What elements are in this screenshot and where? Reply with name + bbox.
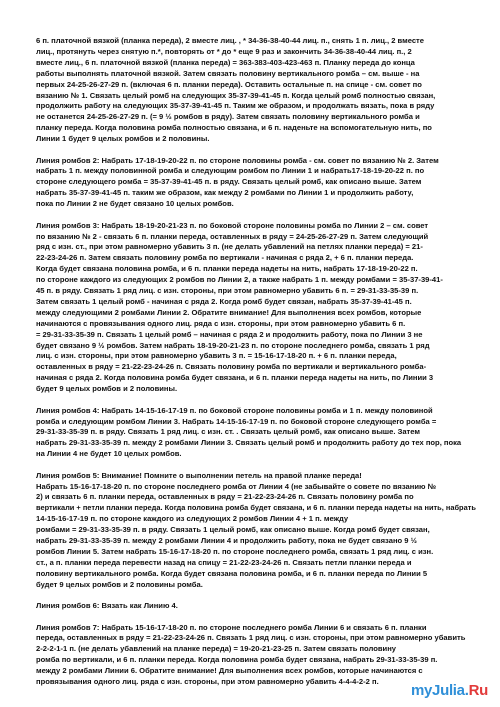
text-line: ромба и следующим ромбом Линии 3. Набрать 14-15-16-17-19 п. по боковой стороне следующего ромба = <box>36 416 437 426</box>
text-line: 22-23-24-26 п. Затем связать половину ромба по вертикали - начиная с ряда 2, + 6 п. планки переда. <box>36 253 414 263</box>
text-line: половину вертикального ромба. Когда будет связана половина ромба, и 6 п. планки переда по Линии 5 <box>36 568 428 578</box>
text-line: провязывания одного лиц. ряда с изн. стороны, при этом равномерно убавить 4-4-4-2-2 п. <box>36 677 379 687</box>
text-line: между 2 ромбами Линии 6. Обратите внимание! Для выполнения всех ромбов, которые начинаются с <box>36 666 423 676</box>
text-line: по вязанию № 2 - связать 6 п. планки переда, оставленных в ряду = 24-25-26-27-29 п. Затем следующий <box>36 231 429 241</box>
text-line: переда, оставленных в ряду = 21-22-23-24-26 п. Связать 1 ряд лиц. с изн. стороны, при этом равномерно убавить <box>36 633 466 643</box>
text-line: работы выполнять платочной вязкой. Затем связать половину вертикального ромба – см. выше - на <box>36 68 420 78</box>
text-line: начинаются с провязывания одного лиц. ряда с изн. стороны, при этом равномерно убавить 6 п. <box>36 318 406 328</box>
text-line: будет 9 целых ромбов и 2 половины. <box>36 384 178 394</box>
text-line: ромбов Линии 5. Затем набрать 15-16-17-18-20 п. по стороне последнего ромба, связать 1 ряд лиц. с изн. <box>36 546 434 556</box>
text-line: будет 9 целых ромбов и 2 половины ромба. <box>36 579 203 589</box>
text-line: будет связано 9 ½ ромбов. Затем набрать 18-19-20-21-23 п. по стороне последнего ромба, связать 1 ряд <box>36 340 430 350</box>
text-line: лиц. с изн. стороны, при этом равномерно убавить 3 п. = 15-16-17-18-20 п. + 6 п. планки переда, <box>36 351 397 361</box>
watermark-name: myJulia. <box>410 682 469 699</box>
text-line: ромба по вертикали, и 6 п. планки переда. Когда половина ромба будет связана, набрать 29-31-33-35-39 п. <box>36 655 438 665</box>
text-line: первых 24-25-26-27-29 п. (включая 6 п. планки переда). Оставить остальные п. на спице - см. совет по <box>36 79 422 89</box>
text-line: продолжить работу на следующих 35-37-39-41-45 п. Таким же образом, и продолжать вязать, пока в ряду <box>36 101 435 111</box>
text-line: ромбами = 29-31-33-35-39 п. в ряду. Связать 1 целый ромб, как описано выше. Когда ромб будет связан, <box>36 525 430 535</box>
text-line: Линии 1 будет 9 целых ромбов и 2 половины. <box>36 134 210 144</box>
text-line: не останется 24-25-26-27-29 п. (= 9 ½ ромбов в ряду). Затем связать половину вертикального ромба и <box>36 112 420 122</box>
document-body <box>36 36 476 688</box>
paragraph-intro <box>36 36 476 145</box>
text-line: стороне следующего ромба = 35-37-39-41-45 п. в ряду. Связать целый ромб, как описано выше. Затем <box>36 177 422 187</box>
paragraph-line-5 <box>36 471 476 591</box>
text-line: планку переда. Когда половина ромба полностью связана, и 6 п. наденьте на вспомогательную нить, по <box>36 123 432 133</box>
site-watermark-logo <box>411 682 488 699</box>
text-line: начиная с ряда 2. Когда половина ромба будет связана, и 6 п. планки переда надеты на нить, по Линии 3 <box>36 373 434 383</box>
text-line: 6 п. платочной вязкой (планка переда), 2 вместе лиц. , * 34-36-38-40-44 лиц. п., снять 1 п. лиц., 2 вместе <box>36 36 424 45</box>
paragraph-line-4 <box>36 406 476 461</box>
watermark-ru: Ru <box>468 682 488 699</box>
text-line: Линия ромбов 6: Вязать как Линию 4. <box>36 601 178 611</box>
paragraph-line-3 <box>36 221 476 396</box>
text-line: 29-31-33-35-39 п. в ряду. Связать 1 ряд лиц. с изн. ст. . Связать целый ромб, как описано выше. Затем <box>36 427 421 437</box>
text-line: = 29-31-33-35-39 п. Связать 1 целый ромб – начиная с ряда 2 и продолжить работу, пока по Линии 3 не <box>36 329 423 339</box>
text-line: 45 п. в ряду. Связать 1 ряд лиц. с изн. стороны, при этом равномерно убавить 6 п. = 29-31-33-35-39 п. <box>36 286 419 296</box>
text-line: Затем связать 1 целый ромб - начиная с ряда 2. Когда ромб будет связан, набрать 35-37-39-41-45 п. <box>36 296 412 306</box>
text-line: вязанию № 1. Связать целый ромб на следующих 35-37-39-41-45 п. Когда целый ромб полностью связан, <box>36 90 436 100</box>
paragraph-line-6 <box>36 601 476 612</box>
text-line: лиц., протянуть через снятую п.*, повторять от * до * еще 9 раз и закончить 34-36-38-40-44 лиц. п., 2 <box>36 46 412 56</box>
text-line: Линия ромбов 5: Внимание! Помните о выполнении петель на правой планке переда! <box>36 470 362 480</box>
text-line: между следующими 2 ромбами Линии 2. Обратите внимание! Для выполнения всех ромбов, которые <box>36 307 422 317</box>
text-line: набрать 29-31-33-35-39 п. между 2 ромбами Линии 4 и продолжить работу, пока не будет связано 9 ½ <box>36 536 417 546</box>
text-line: на Линии 4 не будет 10 целых ромбов. <box>36 449 182 459</box>
text-line: набрать 35-37-39-41-45 п. таким же образом, как между 2 ромбами по Линии 1 и продолжить работу, <box>36 188 414 198</box>
text-line: вместе лиц., 6 п. платочной вязкой (планка переда) = 363-383-403-423-463 п. Планку переда до конца <box>36 57 415 67</box>
paragraph-line-2 <box>36 156 476 211</box>
text-line: Линия ромбов 3: Набрать 18-19-20-21-23 п. по боковой стороне половины ромба по Линии 2 – см. совет <box>36 220 429 230</box>
text-line: Линия ромбов 2: Набрать 17-18-19-20-22 п. по стороне половины ромба - см. совет по вязанию № 2. Затем <box>36 155 439 165</box>
text-line: по стороне каждого из следующих 2 ромбов по Линии 2, а также набрать 1 п. между ромбами = 35-37-39-41- <box>36 275 443 285</box>
text-line: Набрать 15-16-17-18-20 п. по стороне последнего ромба от Линии 4 (не забывайте о совете по вязанию № <box>36 481 437 491</box>
text-line: ст., а п. планки переда перевести назад на спицу = 21-22-23-24-26 п. Связать петли планки переда и <box>36 557 412 567</box>
text-line: 2) и связать 6 п. планки переда, оставленных в ряду = 21-22-23-24-26 п. Связать половину ромба по <box>36 492 414 502</box>
text-line: ряд с изн. ст., при этом равномерно убавить 3 п. (не делать убавлений на петлях планки переда) = 21- <box>36 242 423 252</box>
text-line: 14-15-16-17-19 п. по стороне каждого из следующих 2 ромбов Линии 4 + 1 п. между <box>36 514 349 524</box>
text-line: Линия ромбов 4: Набрать 14-15-16-17-19 п. по боковой стороне половины ромба и 1 п. между половиной <box>36 405 433 415</box>
text-line: оставленных в ряду = 21-22-23-24-26 п. Связать половину ромба по вертикали и вертикального ромба- <box>36 362 427 372</box>
text-line: 2-2-2-1-1 п. (не делать убавлений на планке переда) = 19-20-21-23-25 п. Затем связать половину <box>36 644 397 654</box>
text-line: Линия ромбов 7: Набрать 15-16-17-18-20 п. по стороне последнего ромба Линии 6 и связать 6 п. планки <box>36 622 427 632</box>
text-line: Когда будет связана половина ромба, и 6 п. планки переда надеты на нить, набрать 17-18-19-20-22 п. <box>36 264 418 274</box>
text-line: пока по Линии 2 не будет связано 10 целых ромбов. <box>36 199 234 209</box>
text-line: вертикали + петли планки переда. Когда половина ромба будет связана, и 6 п. планки переда надеты на нить, набрать <box>36 503 476 513</box>
text-line: набрать 29-31-33-35-39 п. между 2 ромбами Линии 3. Связать целый ромб и продолжить работу до тех пор, пока <box>36 438 462 448</box>
paragraph-line-7 <box>36 623 476 688</box>
text-line: набрать 1 п. между половинной ромба и следующим ромбом по Линии 1 и набрать17-18-19-20-22 п. по <box>36 166 425 176</box>
